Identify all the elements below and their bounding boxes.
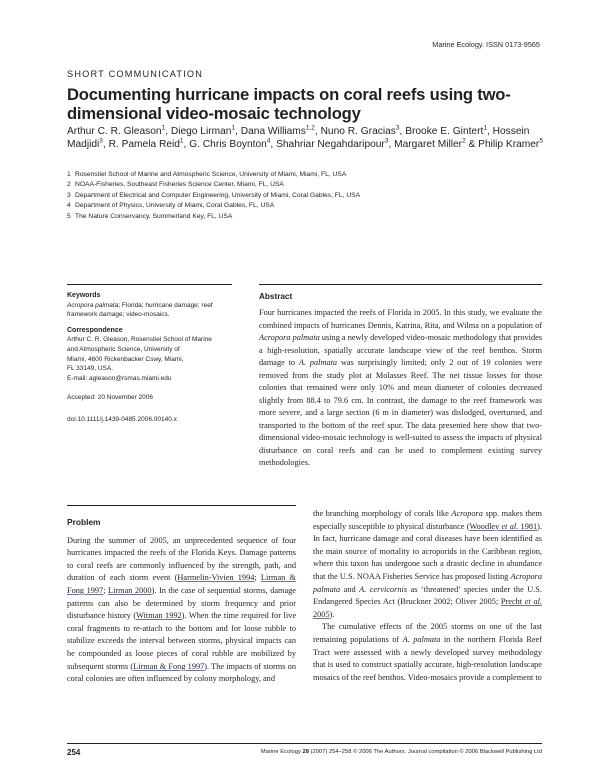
correspondence-text: [67, 335, 232, 383]
accepted-date: Accepted: 20 November 2006: [67, 394, 153, 402]
author: Arthur C. R. Gleason$^1$,: [67, 124, 171, 137]
affiliation: 1 Rosenstiel School of Marine and Atmospheric Science, University of Miami, Miami, FL, USA: [67, 171, 347, 178]
affiliation: 4 Department of Physics, University of Miami, Coral Gables, FL, USA: [67, 202, 275, 210]
article-title: Documenting hurricane impacts on coral reefs using two-dimensional video-mosaic technology: [67, 85, 511, 123]
affiliation: 3 Department of Electrical and Computer Engineering, University of Miami, Coral Gables, FL, USA: [67, 191, 361, 199]
author: Diego Lirman$^1$,: [170, 124, 241, 137]
doi[interactable]: doi:10.1111/j.1439-0485.2006.00140.x: [67, 415, 177, 423]
sidebar-rule: [67, 284, 232, 285]
author: R. Pamela Reid$^1$,: [108, 137, 190, 150]
correspondence-line[interactable]: E-mail: agleason@rsmas.miami.edu: [67, 374, 172, 382]
journal-header: Marine Ecology. ISSN 0173-9565: [432, 40, 540, 49]
problem-heading: Problem: [67, 517, 101, 527]
citation-link[interactable]: Woodley et al. 1981: [469, 521, 538, 531]
abstract-heading: Abstract: [259, 292, 293, 301]
author: Margaret Miller$^2$: [394, 137, 466, 150]
footer-rule: [67, 743, 542, 744]
citation-link[interactable]: Lirman & Fong 1997: [133, 661, 205, 671]
affiliation-list: [67, 170, 537, 222]
citation-link[interactable]: Lirman & Fong 1997: [67, 573, 296, 595]
citation-link[interactable]: Lirman 2000: [108, 585, 152, 595]
correspondence-line: FL 33149, USA.: [67, 365, 114, 373]
abstract-body: Four hurricanes impacted the reefs of Florida in 2005. In this study, we evaluate the combined impacts of hurricanes Dennis, Katrina, Rita, and Wilma on a population of Acropora palmata using a newly developed video-mosaic methodology that provides a high-resolution, spatially accurate landscape view of the reef benthos. Storm damage to A. palmata was surprisingly limited; only 2 out of 19 colonies were removed from the study plot at Molasses Reef. The net tissue losses for those colonies that remained were only 10% and mean diameter of colonies decreased slightly from 88.4 to 79.6 cm. In contrast, the damage to the reef framework was more severe, and a large section (6 m in diameter) was dislodged, overturned, and transported to the bottom of the reef spur. The data presented here show that two-dimensional video-mosaic technology is well-suited to assess the impacts of physical disturbance on coral reefs and can be used to complement existing survey methodologies.: [259, 308, 543, 467]
article-type: SHORT COMMUNICATION: [67, 69, 204, 79]
citation-link[interactable]: Precht et al. 2005: [313, 597, 542, 619]
correspondence-heading: Correspondence: [67, 326, 123, 334]
author: & Philip Kramer$^5$: [468, 137, 543, 150]
correspondence-line: and Atmospheric Science, University of: [67, 345, 180, 353]
body-paragraph: The cumulative effects of the 2005 storms on one of the last remaining populations of A. palmata in the northern Florida Reef Tract were assessed with a newly developed survey methodology that is used to construct spatially accurate, high-resolution landscape mosaics of the reef benthos. Video-mosaics provide a complement to: [313, 622, 542, 682]
page-number: 254: [67, 748, 81, 757]
right-column-text: [313, 508, 542, 684]
body-paragraph: the branching morphology of corals like Acropora spp. makes them especially susceptible to physical disturbance (Woodley et al. 1981). In fact, hurricane damage and coral diseases have been identified as the main source of mortality to acroporids in the Caribbean region, where this taxon has undergone such a drastic decline in abundance that the U.S. NOAA Fisheries Service has proposed listing Acropora palmata and A. cervicornis as ‘threatened’ species under the U.S. Endangered Species Act (Bruckner 2002; Oliver 2005; Precht et al. 2005).: [313, 509, 542, 619]
footer-citation: Marine Ecology 28 (2007) 254–258 © 2006 The Authors. Journal compilation © 2006 Blackwell Publishing Ltd: [260, 749, 542, 755]
problem-rule: [67, 505, 296, 506]
correspondence-line: Miami, 4600 Rickenbacker Cswy, Miami,: [67, 355, 184, 363]
author-list: [67, 126, 547, 152]
keywords-text: Acropora palmata; Florida; hurricane damage; reef framework damage; video-mosaics.: [67, 301, 213, 319]
author: Hossein Madjidi$^3$,: [67, 126, 530, 150]
keywords-heading: Keywords: [67, 292, 101, 299]
affiliation: 2 NOAA-Fisheries, Southeast Fisheries Science Center, Miami, FL, USA: [67, 181, 284, 189]
abstract: [259, 292, 542, 470]
author: Brooke E. Gintert$^1$,: [405, 124, 493, 137]
problem-section: [67, 516, 296, 686]
article-info-sidebar: [67, 291, 232, 431]
citation-link[interactable]: Witman 1992: [136, 611, 182, 621]
affiliation: 5 The Nature Conservancy, Summerland Key, FL, USA: [67, 212, 233, 220]
problem-paragraph: During the summer of 2005, an unprecedented sequence of four hurricanes impacted the reefs of the Florida Keys. Damage patterns to coral reefs are commonly influenced by the strength, path, and duration of each storm event (Harmelin-Vivien 1994; Lirman & Fong 1997; Lirman 2000). In the case of sequential storms, damage patterns can also be determined by storm frequency and prior disturbance history (Witman 1992). When the time required for live coral fragments to re-attach to the bottom and for loose rubble to stabilize exceeds the interval between storms, physical impacts can be compounded as loose pieces of coral rubble are mobilized by subsequent storms (Lirman & Fong 1997). The impacts of storms on coral colonies are often influenced by colony morphology, and: [67, 535, 296, 684]
author: G. Chris Boynton$^4$,: [189, 137, 277, 150]
citation-link[interactable]: Harmelin-Vivien 1994: [177, 573, 255, 583]
correspondence-line: Arthur C. R. Gleason, Rosenstiel School of Marine: [67, 336, 212, 344]
author: Shahriar Negahdaripour$^3$,: [276, 137, 395, 150]
author: Nuno R. Gracias$^3$,: [320, 124, 406, 137]
abstract-rule: [259, 284, 542, 285]
author: Dana Williams$^{1,2}$,: [240, 124, 321, 137]
